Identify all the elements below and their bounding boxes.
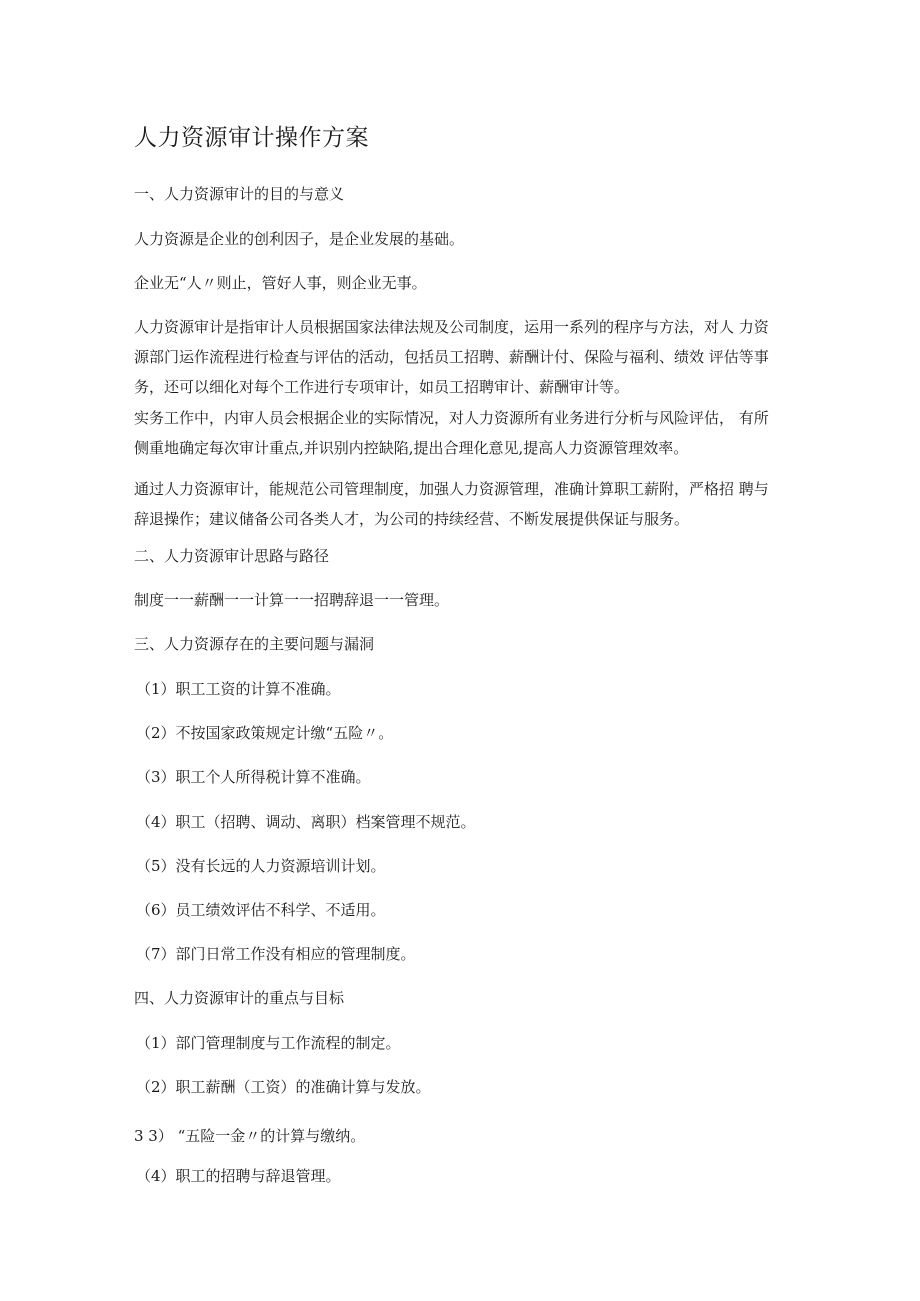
- section-1-paragraph-1: 人力资源是企业的创利因子，是企业发展的基础。: [134, 230, 465, 248]
- section-3-item: （6）员工绩效评估不科学、不适用。: [136, 901, 386, 919]
- section-4-item: 3 3） “五险一金〃的计算与缴纳。: [134, 1127, 366, 1145]
- section-4-heading: 四、人力资源审计的重点与目标: [134, 989, 345, 1007]
- paragraph-line: 人力资源审计是指审计人员根据国家法律法规及公司制度，运用一系列的程序与方法，对人 力资: [134, 318, 769, 336]
- section-3-item: （7）部门日常工作没有相应的管理制度。: [136, 945, 416, 963]
- section-1-paragraph-3: [134, 312, 786, 402]
- paragraph-line: 务，还可以细化对每个工作进行专项审计，如员工招聘审计、薪酬审计等。: [134, 378, 630, 396]
- section-4-item: （4）职工的招聘与辞退管理。: [136, 1167, 341, 1185]
- section-3-item: （4）职工（招聘、调动、离职）档案管理不规范。: [136, 813, 476, 831]
- section-2-heading: 二、人力资源审计思路与路径: [134, 547, 330, 565]
- section-1-paragraph-5: [134, 474, 786, 534]
- section-4-item: （2）职工薪酬（工资）的准确计算与发放。: [136, 1078, 431, 1096]
- section-3-item: （2）不按国家政策规定计缴“五险〃。: [136, 724, 394, 742]
- paragraph-line: 通过人力资源审计，能规范公司管理制度，加强人力资源管理，准确计算职工薪附，严格招 聘与: [134, 480, 769, 498]
- section-2-path: 制度一一薪酬一一计算一一招聘辞退一一管理。: [134, 591, 450, 609]
- section-1-paragraph-4: [134, 403, 786, 463]
- document-title: 人力资源审计操作方案: [134, 125, 369, 151]
- section-3-item: （3）职工个人所得税计算不准确。: [136, 768, 371, 786]
- section-3-item: （5）没有长远的人力资源培训计划。: [136, 857, 386, 875]
- section-3-item: （1）职工工资的计算不准确。: [136, 680, 341, 698]
- section-1-paragraph-2: 企业无“人〃则止，管好人事，则企业无事。: [134, 274, 427, 292]
- paragraph-line: 侧重地确定每次审计重点,并识别内控缺陷,提出合理化意见,提高人力资源管理效率。: [134, 439, 689, 457]
- paragraph-line: 辞退操作；建议储备公司各类人才，为公司的持续经营、不断发展提供保证与服务。: [134, 510, 690, 528]
- paragraph-line: 实务工作中，内审人员会根据企业的实际情况，对人力资源所有业务进行分析与风险评估， 有所: [134, 409, 769, 427]
- section-4-item: （1）部门管理制度与工作流程的制定。: [136, 1034, 401, 1052]
- paragraph-line: 源部门运作流程进行检查与评估的活动，包括员工招聘、薪酬计付、保险与福利、绩效 评估等事: [134, 348, 769, 366]
- section-1-heading: 一、人力资源审计的目的与意义: [134, 185, 345, 203]
- section-3-heading: 三、人力资源存在的主要问题与漏洞: [134, 635, 375, 653]
